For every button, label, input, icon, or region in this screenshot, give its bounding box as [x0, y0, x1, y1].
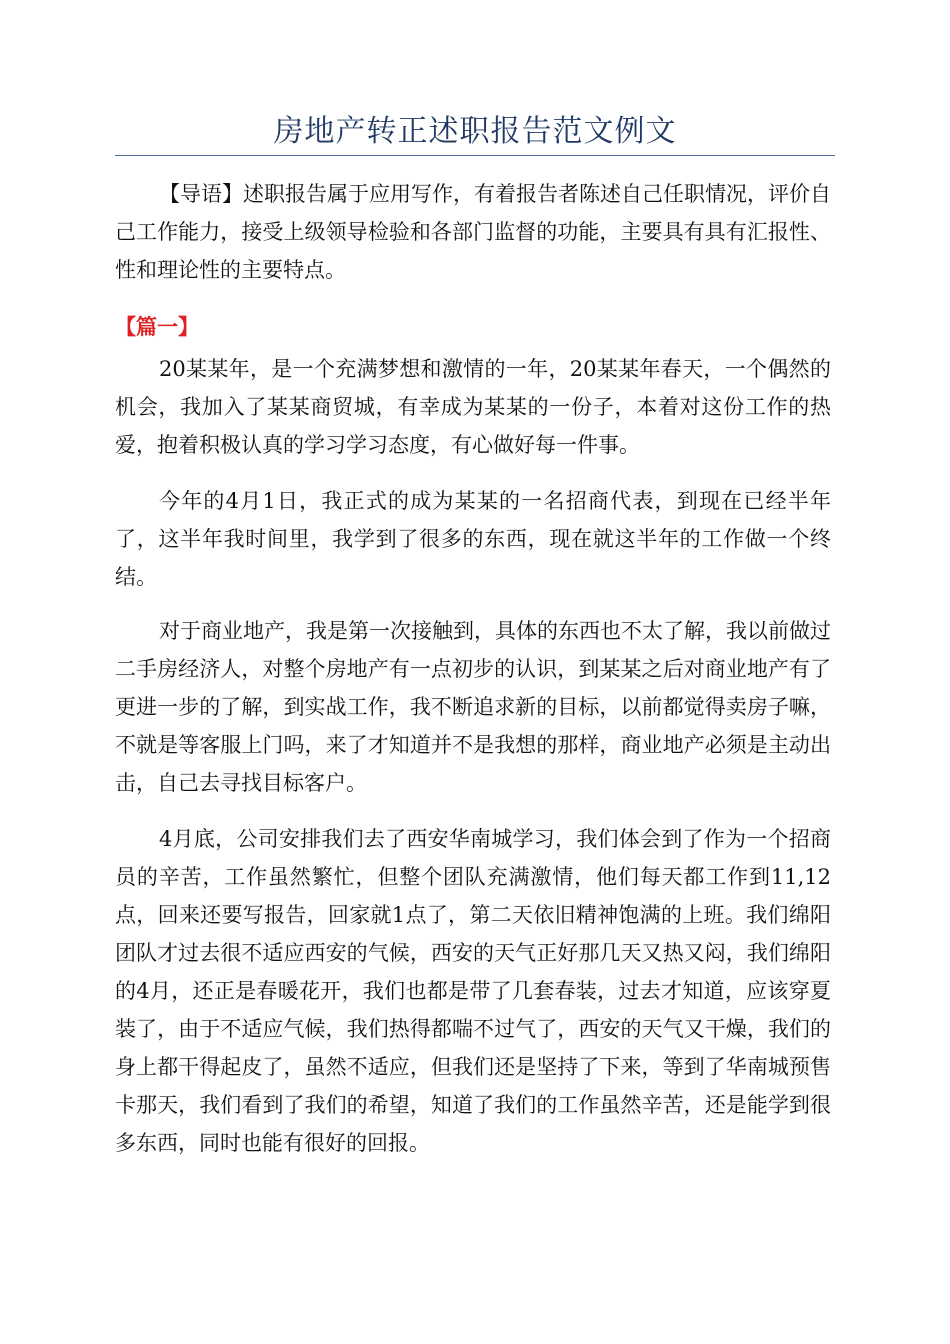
- body-paragraph: 对于商业地产，我是第一次接触到，具体的东西也不太了解，我以前做过二手房经济人，对整个房地产有一点初步的认识，到某某之后对商业地产有了更进一步的了解，到实战工作，我不断追求新的目标，以前都觉得卖房子嘛，不就是等客服上门吗，来了才知道并不是我想的那样，商业地产必须是主动出击，自己去寻找目标客户。: [115, 619, 831, 795]
- body-paragraph: 今年的4月1日，我正式的成为某某的一名招商代表，到现在已经半年了，这半年我时间里，我学到了很多的东西，现在就这半年的工作做一个终结。: [115, 489, 831, 589]
- body-paragraph: 20某某年，是一个充满梦想和激情的一年，20某某年春天，一个偶然的机会，我加入了某某商贸城，有幸成为某某的一份子，本着对这份工作的热爱，抱着积极认真的学习学习态度，有心做好每一件事。: [115, 357, 831, 457]
- title-underline: [115, 155, 835, 156]
- section-heading: 【篇一】: [115, 315, 199, 339]
- document-title: 房地产转正述职报告范文例文: [273, 114, 677, 149]
- body-paragraph: 4月底，公司安排我们去了西安华南城学习，我们体会到了作为一个招商员的辛苦，工作虽然繁忙，但整个团队充满激情，他们每天都工作到11,12点，回来还要写报告，回家就1点了，第二天依旧精神饱满的上班。我们绵阳团队才过去很不适应西安的气候，西安的天气正好那几天又热又闷，我们绵阳的4月，还正是春暖花开，我们也都是带了几套春装，过去才知道，应该穿夏装了，由于不适应气候，我们热得都喘不过气了，西安的天气又干燥，我们的身上都干得起皮了，虽然不适应，但我们还是坚持了下来，等到了华南城预售卡那天，我们看到了我们的希望，知道了我们的工作虽然辛苦，还是能学到很多东西，同时也能有很好的回报。: [115, 827, 831, 1155]
- intro-paragraph: 【导语】述职报告属于应用写作，有着报告者陈述自己任职情况，评价自己工作能力，接受上级领导检验和各部门监督的功能，主要具有具有汇报性、性和理论性的主要特点。: [115, 182, 831, 282]
